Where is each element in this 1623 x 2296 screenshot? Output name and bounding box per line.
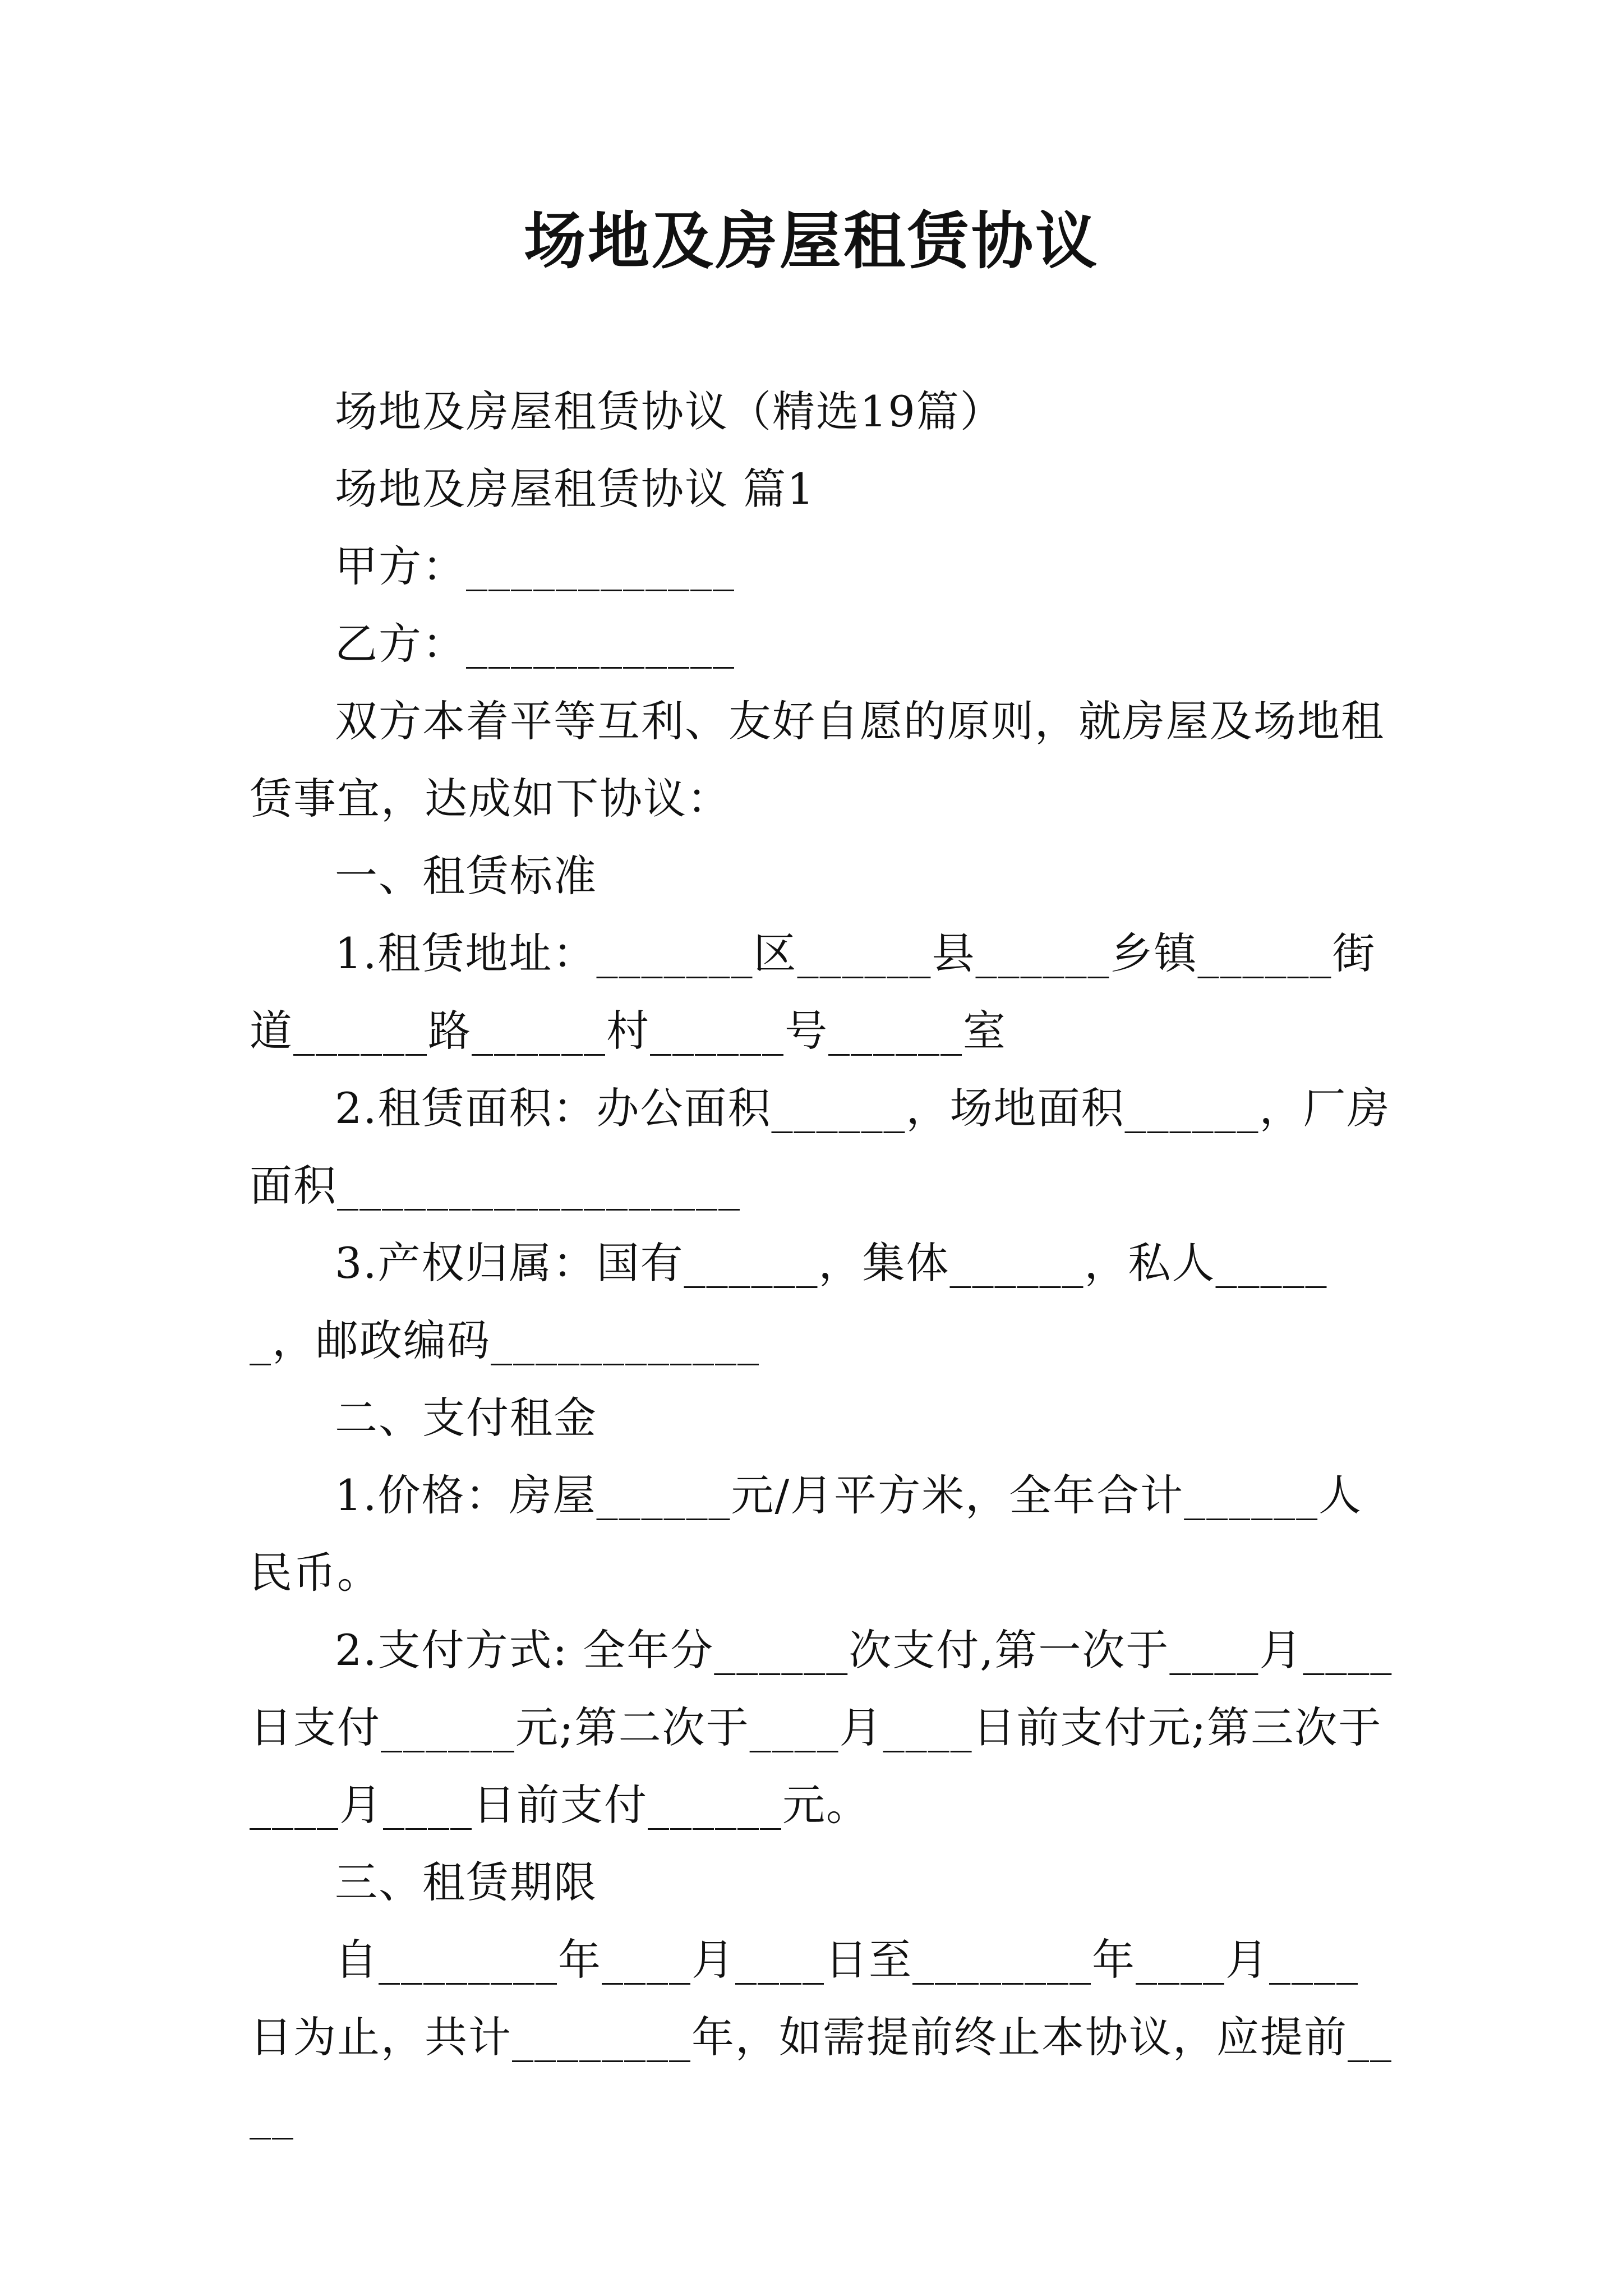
- paragraph-area: 2.租赁面积：办公面积______，场地面积______，厂房面积__________________: [250, 1083, 1391, 1211]
- paragraph-heading-2: 二、支付租金: [335, 1393, 597, 1443]
- paragraph-section-heading: 场地及房屋租赁协议 篇1: [335, 464, 815, 514]
- document-title: 场地及房屋租赁协议: [524, 205, 1099, 277]
- paragraph-address: 1.租赁地址：_______区______县______乡镇______街道______路______村______号______室: [250, 928, 1376, 1056]
- paragraph-ownership: 3.产权归属：国有______，集体______，私人______，邮政编码____________: [250, 1238, 1328, 1365]
- paragraph-heading-1: 一、租赁标准: [335, 851, 597, 901]
- paragraph-party-b: 乙方：____________: [335, 619, 735, 669]
- paragraph-subtitle: 场地及房屋租赁协议（精选19篇）: [335, 386, 1004, 436]
- document-body: [250, 373, 1394, 2154]
- paragraph-payment: 2.支付方式: 全年分______次支付,第一次于____月____日支付______元;第二次于____月____日前支付元;第三次于____月____日前支付______元。: [250, 1625, 1393, 1830]
- paragraph-heading-3: 三、租赁期限: [335, 1857, 597, 1907]
- paragraph-price: 1.价格：房屋______元/月平方米，全年合计______人民币。: [250, 1470, 1363, 1598]
- paragraph-term: 自________年____月____日至________年____月____日为止，共计________年，如需提前终止本协议，应提前____: [250, 1935, 1393, 2139]
- paragraph-intro: 双方本着平等互利、友好自愿的原则，就房屋及场地租赁事宜，达成如下协议：: [250, 696, 1385, 823]
- paragraph-party-a: 甲方：____________: [335, 541, 735, 591]
